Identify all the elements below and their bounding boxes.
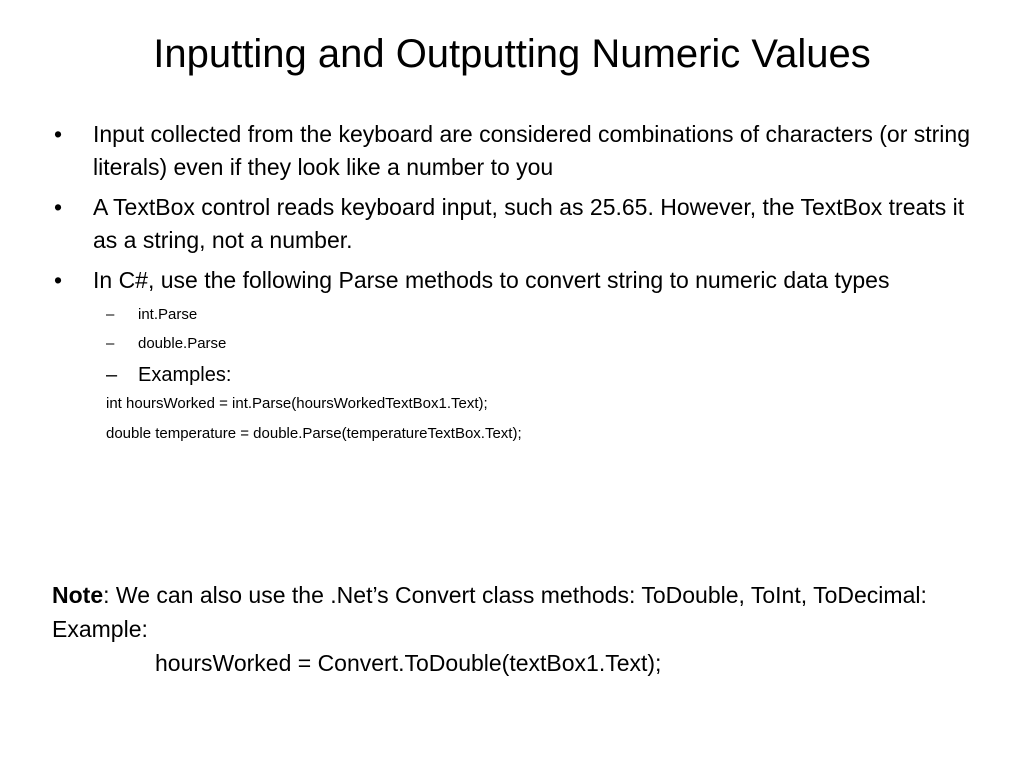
bullet-text: A TextBox control reads keyboard input, such as 25.65. However, the TextBox treats it as a string, not a number. xyxy=(93,194,965,253)
note-label: Note xyxy=(52,582,104,608)
sub-item xyxy=(52,362,992,389)
note-block xyxy=(52,578,992,680)
bullet-text: Input collected from the keyboard are considered combinations of characters (or string literals) even if they look like a number to you xyxy=(93,121,970,180)
note-example-code: hoursWorked = Convert.ToDouble(textBox1.Text); xyxy=(155,650,662,676)
code-line: double temperature = double.Parse(temperatureTextBox.Text); xyxy=(106,425,522,442)
note-example-label: Example: xyxy=(52,616,148,642)
bullet-list xyxy=(52,118,992,453)
sub-item-text: double.Parse xyxy=(138,335,227,352)
dash-icon: – xyxy=(106,364,118,386)
code-line: int hoursWorked = int.Parse(hoursWorkedTextBox1.Text); xyxy=(106,395,488,412)
note-paragraph xyxy=(52,578,992,612)
bullet-text: In C#, use the following Parse methods to convert string to numeric data types xyxy=(93,267,890,293)
note-text: : We can also use the .Net’s Convert class methods: ToDouble, ToInt, ToDecimal: xyxy=(103,582,927,608)
sub-item xyxy=(52,333,992,355)
bullet-dot-icon: • xyxy=(54,121,63,147)
bullet-dot-icon: • xyxy=(54,267,63,293)
bullet-item xyxy=(52,118,992,184)
dash-icon: – xyxy=(106,335,115,352)
dash-icon: – xyxy=(106,306,115,323)
sub-item-text: int.Parse xyxy=(138,306,198,323)
sub-item-text: Examples: xyxy=(138,364,232,386)
bullet-item xyxy=(52,264,992,297)
slide-title: Inputting and Outputting Numeric Values xyxy=(153,32,871,76)
bullet-dot-icon: • xyxy=(54,194,63,220)
bullet-item xyxy=(52,191,992,257)
sub-item xyxy=(52,304,992,326)
